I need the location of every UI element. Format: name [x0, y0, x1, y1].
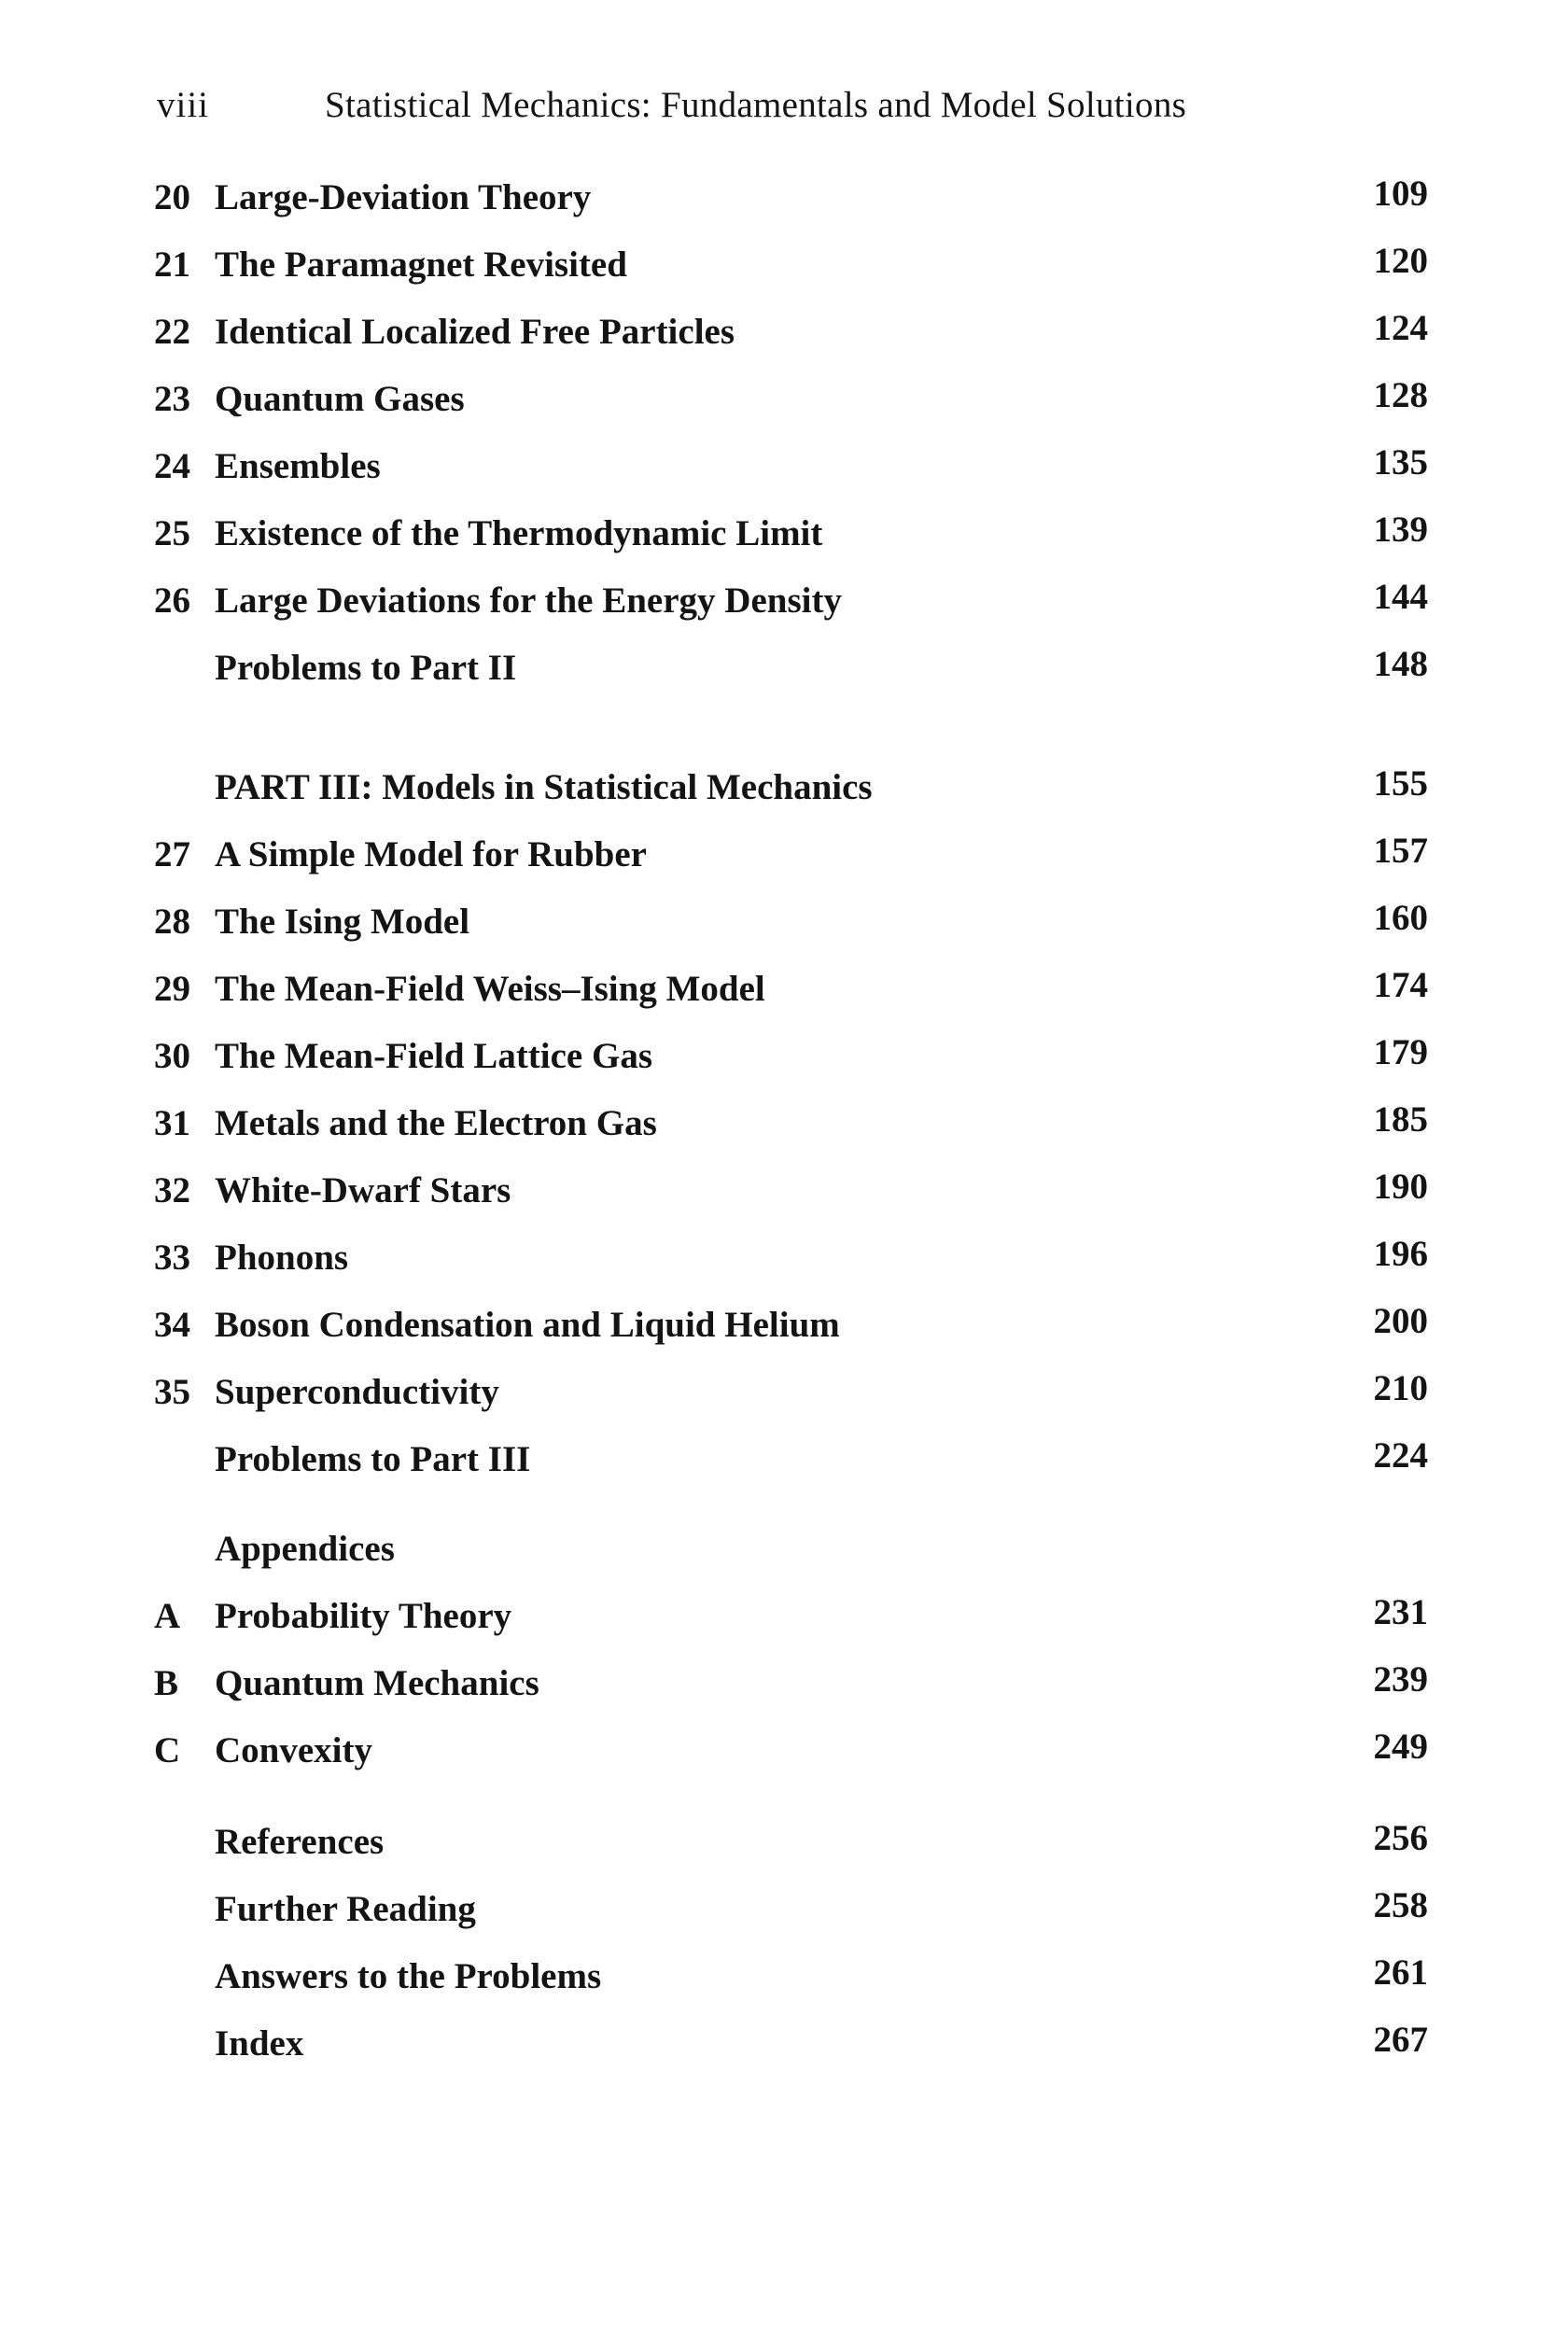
page-number: 196	[1373, 1234, 1428, 1274]
chapter-number: 22	[154, 312, 190, 352]
page-number: 109	[1373, 174, 1428, 214]
toc-entry-23[interactable]	[0, 366, 1568, 433]
page-number: 239	[1373, 1659, 1428, 1700]
toc-entry-35[interactable]	[0, 1359, 1568, 1426]
page-number: 148	[1373, 644, 1428, 684]
chapter-number: 28	[154, 902, 190, 942]
chapter-title: Superconductivity	[215, 1372, 499, 1412]
page-folio: viii	[157, 85, 210, 125]
chapter-number: 25	[154, 513, 190, 553]
chapter-number: 24	[154, 446, 190, 486]
chapter-number: 30	[154, 1036, 190, 1076]
page-number: 185	[1373, 1099, 1428, 1140]
page-number: 174	[1373, 965, 1428, 1005]
chapter-number: 20	[154, 177, 190, 217]
page-number: 155	[1373, 763, 1428, 804]
chapter-number: 29	[154, 969, 190, 1009]
toc-entry-31[interactable]	[0, 1090, 1568, 1157]
toc-appendix-a[interactable]	[0, 1583, 1568, 1650]
back-matter-title: Answers to the Problems	[215, 1956, 602, 1996]
chapter-title: Phonons	[215, 1238, 349, 1278]
chapter-title: The Mean-Field Lattice Gas	[215, 1036, 653, 1076]
toc-entry-28[interactable]	[0, 889, 1568, 956]
chapter-number: 35	[154, 1372, 190, 1412]
appendix-letter: B	[154, 1663, 179, 1703]
appendix-title: Probability Theory	[215, 1596, 512, 1636]
back-matter-title: Index	[215, 2023, 304, 2064]
toc-entry-22[interactable]	[0, 299, 1568, 366]
running-header	[157, 84, 1445, 140]
page-number: 124	[1373, 308, 1428, 348]
page-number: 160	[1373, 898, 1428, 938]
chapter-title: The Mean-Field Weiss–Ising Model	[215, 969, 765, 1009]
chapter-number: 31	[154, 1103, 190, 1143]
appendix-title: Convexity	[215, 1730, 372, 1770]
chapter-number: 27	[154, 834, 190, 875]
section-spacer	[0, 702, 1568, 754]
page-number: 179	[1373, 1032, 1428, 1072]
toc-entry-34[interactable]	[0, 1292, 1568, 1359]
page-number: 190	[1373, 1167, 1428, 1207]
page-number: 135	[1373, 442, 1428, 483]
toc-index[interactable]	[0, 2010, 1568, 2078]
chapter-number: 26	[154, 581, 190, 621]
toc-answers[interactable]	[0, 1943, 1568, 2010]
chapter-number: 21	[154, 245, 190, 285]
appendices-heading: Appendices	[215, 1529, 395, 1569]
toc-entry-33[interactable]	[0, 1224, 1568, 1292]
page-number: 231	[1373, 1592, 1428, 1632]
chapter-number: 33	[154, 1238, 190, 1278]
toc-entry-21[interactable]	[0, 231, 1568, 299]
toc-further-reading[interactable]	[0, 1876, 1568, 1943]
running-title: Statistical Mechanics: Fundamentals and Model Solutions	[325, 85, 1187, 125]
chapter-title: The Ising Model	[215, 902, 470, 942]
section-spacer	[0, 1784, 1568, 1809]
toc-part-3-heading[interactable]	[0, 754, 1568, 821]
toc-entry-problems-part-3[interactable]	[0, 1426, 1568, 1493]
toc-entry-29[interactable]	[0, 956, 1568, 1023]
page-number: 256	[1373, 1818, 1428, 1858]
toc-entry-24[interactable]	[0, 433, 1568, 500]
chapter-title: Ensembles	[215, 446, 381, 486]
chapter-title: Existence of the Thermodynamic Limit	[215, 513, 823, 553]
page-number: 120	[1373, 241, 1428, 281]
toc-entry-30[interactable]	[0, 1023, 1568, 1090]
page-number: 210	[1373, 1368, 1428, 1408]
chapter-title: Problems to Part II	[215, 648, 517, 688]
chapter-number: 23	[154, 379, 190, 419]
chapter-title: White-Dwarf Stars	[215, 1170, 511, 1210]
chapter-title: A Simple Model for Rubber	[215, 834, 647, 875]
chapter-title: Metals and the Electron Gas	[215, 1103, 657, 1143]
chapter-title: Large-Deviation Theory	[215, 177, 592, 217]
part-title: PART III: Models in Statistical Mechanics	[215, 767, 873, 807]
page-number: 128	[1373, 375, 1428, 415]
toc-entry-26[interactable]	[0, 567, 1568, 635]
chapter-number: 34	[154, 1305, 190, 1345]
page-number: 200	[1373, 1301, 1428, 1341]
appendix-letter: A	[154, 1596, 181, 1636]
page-number: 261	[1373, 1952, 1428, 1993]
toc-references[interactable]	[0, 1809, 1568, 1876]
appendix-title: Quantum Mechanics	[215, 1663, 539, 1703]
chapter-title: Large Deviations for the Energy Density	[215, 581, 842, 621]
back-matter-title: References	[215, 1822, 385, 1862]
toc-appendices-heading	[0, 1516, 1568, 1583]
chapter-title: Problems to Part III	[215, 1439, 531, 1479]
page-number: 139	[1373, 510, 1428, 550]
page-number: 267	[1373, 2020, 1428, 2060]
toc-appendix-b[interactable]	[0, 1650, 1568, 1717]
chapter-title: The Paramagnet Revisited	[215, 245, 627, 285]
toc-entry-25[interactable]	[0, 500, 1568, 567]
toc-entry-20[interactable]	[0, 164, 1568, 231]
page-number: 144	[1373, 577, 1428, 617]
toc-entry-32[interactable]	[0, 1157, 1568, 1224]
page-number: 157	[1373, 831, 1428, 871]
section-spacer	[0, 1493, 1568, 1516]
table-of-contents	[0, 164, 1568, 2078]
page-number: 258	[1373, 1885, 1428, 1925]
page-number: 249	[1373, 1727, 1428, 1767]
chapter-title: Identical Localized Free Particles	[215, 312, 735, 352]
chapter-number: 32	[154, 1170, 190, 1210]
appendix-letter: C	[154, 1730, 181, 1770]
chapter-title: Boson Condensation and Liquid Helium	[215, 1305, 840, 1345]
toc-entry-27[interactable]	[0, 821, 1568, 889]
toc-appendix-c[interactable]	[0, 1717, 1568, 1784]
back-matter-title: Further Reading	[215, 1889, 476, 1929]
page-number: 224	[1373, 1435, 1428, 1476]
toc-entry-problems-part-2[interactable]	[0, 635, 1568, 702]
chapter-title: Quantum Gases	[215, 379, 465, 419]
